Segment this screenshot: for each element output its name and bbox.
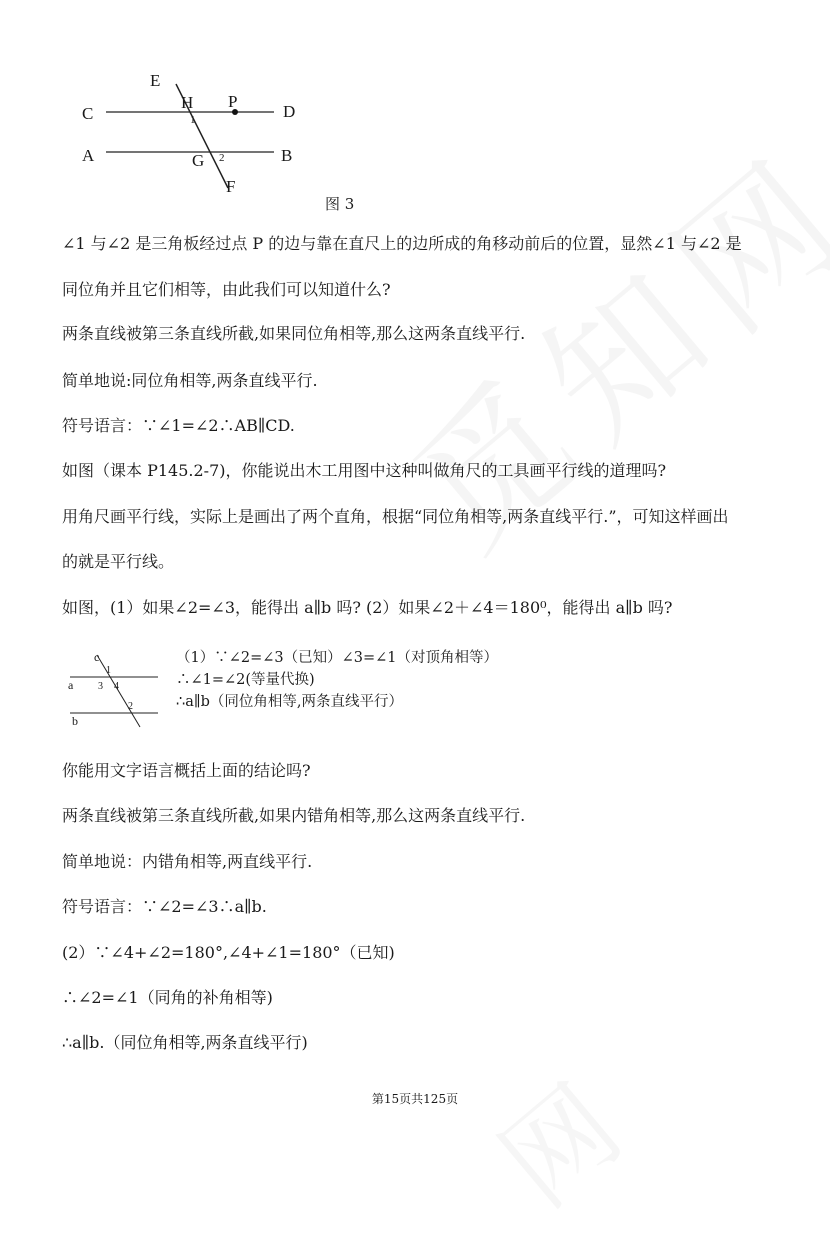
label-f: F: [226, 177, 236, 196]
label-angle-4: 4: [114, 681, 119, 692]
label-c: C: [82, 104, 94, 123]
label-d: D: [283, 102, 296, 121]
paragraph-1: ∠1 与∠2 是三角板经过点 P 的边与靠在直尺上的边所成的角移动前后的位置，显然∠1 与∠2 是: [62, 234, 742, 253]
label-a: a: [68, 678, 74, 692]
paragraph-3: 两条直线被第三条直线所截,如果同位角相等,那么这两条直线平行.: [62, 324, 526, 343]
label-h: H: [181, 93, 194, 112]
proof-line-3: ∴a∥b（同位角相等,两条直线平行）: [176, 694, 403, 710]
paragraph-16: ∴a∥b.（同位角相等,两条直线平行): [62, 1033, 308, 1052]
paragraph-13: 符号语言：∵∠2=∠3∴a∥b.: [62, 897, 267, 916]
label-angle-2: 2: [128, 701, 133, 712]
paragraph-8: 的就是平行线。: [62, 552, 175, 571]
label-a: A: [82, 146, 95, 165]
page-number-footer: 第15页共125页: [371, 1092, 459, 1106]
proof-line-1: （1）∵∠2=∠3（已知）∠3=∠1（对顶角相等）: [176, 650, 499, 666]
paragraph-14: (2）∵∠4+∠2=180°,∠4+∠1=180°（已知): [62, 943, 395, 962]
label-b: B: [281, 146, 293, 165]
figure-parallel-ab: [62, 645, 172, 735]
label-p: P: [228, 92, 238, 111]
label-b: b: [72, 714, 78, 728]
paragraph-4: 简单地说:同位角相等,两条直线平行.: [62, 371, 318, 390]
figure-parallel-ab-diagram: [62, 645, 172, 735]
paragraph-6: 如图（课本 P145.2-7)，你能说出木工用图中这种叫做角尺的工具画平行线的道理吗?: [62, 461, 667, 480]
label-angle-2: 2: [219, 152, 225, 164]
label-angle-1: 1: [106, 665, 111, 676]
label-e: E: [150, 71, 161, 90]
figure-3-diagram: [70, 62, 330, 202]
label-angle-3: 3: [98, 681, 103, 692]
paragraph-11: 两条直线被第三条直线所截,如果内错角相等,那么这两条直线平行.: [62, 806, 526, 825]
paragraph-2: 同位角并且它们相等，由此我们可以知道什么?: [62, 280, 391, 299]
paragraph-10: 你能用文字语言概括上面的结论吗?: [62, 761, 311, 780]
paragraph-7: 用角尺画平行线，实际上是画出了两个直角，根据“同位角相等,两条直线平行.”，可知这样画出: [62, 507, 729, 526]
watermark-bottom: [462, 1043, 648, 1235]
paragraph-12: 简单地说：内错角相等,两直线平行.: [62, 852, 313, 871]
paragraph-15: ∴∠2=∠1（同角的补角相等): [62, 988, 273, 1007]
figure-3-caption: 图 3: [325, 195, 355, 213]
label-c: c: [94, 650, 100, 664]
label-g: G: [192, 151, 205, 170]
paragraph-5: 符号语言：∵∠1=∠2∴AB∥CD.: [62, 416, 295, 435]
proof-line-2: ∴∠1=∠2(等量代换): [176, 672, 315, 688]
label-angle-1: 1: [190, 114, 196, 126]
paragraph-9: 如图，(1）如果∠2=∠3，能得出 a∥b 吗? (2）如果∠2＋∠4＝180⁰，能得出 a∥b 吗?: [62, 598, 673, 617]
figure-3: [70, 62, 330, 202]
